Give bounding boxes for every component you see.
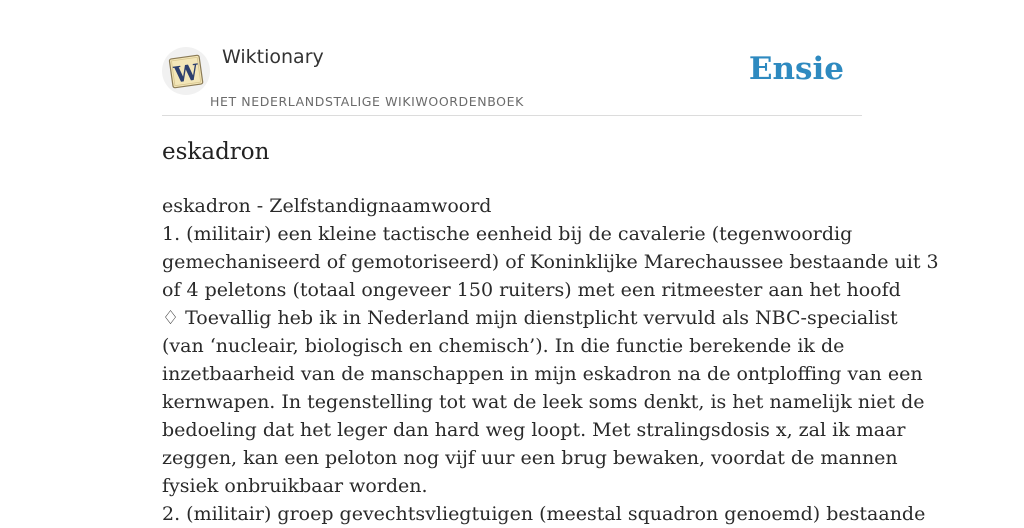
wiktionary-logo-icon[interactable] bbox=[162, 47, 210, 95]
svg-text:W: W bbox=[172, 59, 201, 89]
definition-1 bbox=[162, 220, 939, 304]
page-title: eskadron bbox=[162, 139, 270, 165]
brand-logo[interactable]: Ensie bbox=[748, 51, 844, 87]
entry-heading: eskadron - Zelfstandignaamwoord bbox=[162, 195, 492, 217]
site-subtitle: HET NEDERLANDSTALIGE WIKIWOORDENBOEK bbox=[210, 94, 524, 109]
example-1 bbox=[162, 304, 925, 500]
example-line: zeggen, kan een peloton nog vijf uur een brug bewaken, voordat de mannen bbox=[162, 447, 898, 469]
site-header bbox=[162, 44, 862, 116]
example-line: (van ‘nucleair, biologisch en chemisch’). In die functie berekende ik de bbox=[162, 335, 845, 357]
definition-2: 2. (militair) groep gevechtsvliegtuigen (meestal squadron genoemd) bestaande bbox=[162, 503, 926, 525]
header-divider bbox=[162, 115, 862, 116]
definition-line: of 4 peletons (totaal ongeveer 150 ruiters) met een ritmeester aan het hoofd bbox=[162, 279, 901, 301]
example-line: ♢ Toevallig heb ik in Nederland mijn dienstplicht vervuld als NBC-specialist bbox=[162, 307, 898, 329]
definition-line: gemechaniseerd of gemotoriseerd) of Koninklijke Marechaussee bestaande uit 3 bbox=[162, 251, 939, 273]
entry-content bbox=[162, 192, 939, 528]
site-name[interactable]: Wiktionary bbox=[222, 46, 324, 68]
example-line: fysiek onbruikbaar worden. bbox=[162, 475, 428, 497]
example-line: kernwapen. In tegenstelling tot wat de leek soms denkt, is het namelijk niet de bbox=[162, 391, 925, 413]
example-line: inzetbaarheid van de manschappen in mijn eskadron na de ontploffing van een bbox=[162, 363, 923, 385]
definition-line: 1. (militair) een kleine tactische eenheid bij de cavalerie (tegenwoordig bbox=[162, 223, 853, 245]
example-line: bedoeling dat het leger dan hard weg loopt. Met stralingsdosis x, zal ik maar bbox=[162, 419, 906, 441]
